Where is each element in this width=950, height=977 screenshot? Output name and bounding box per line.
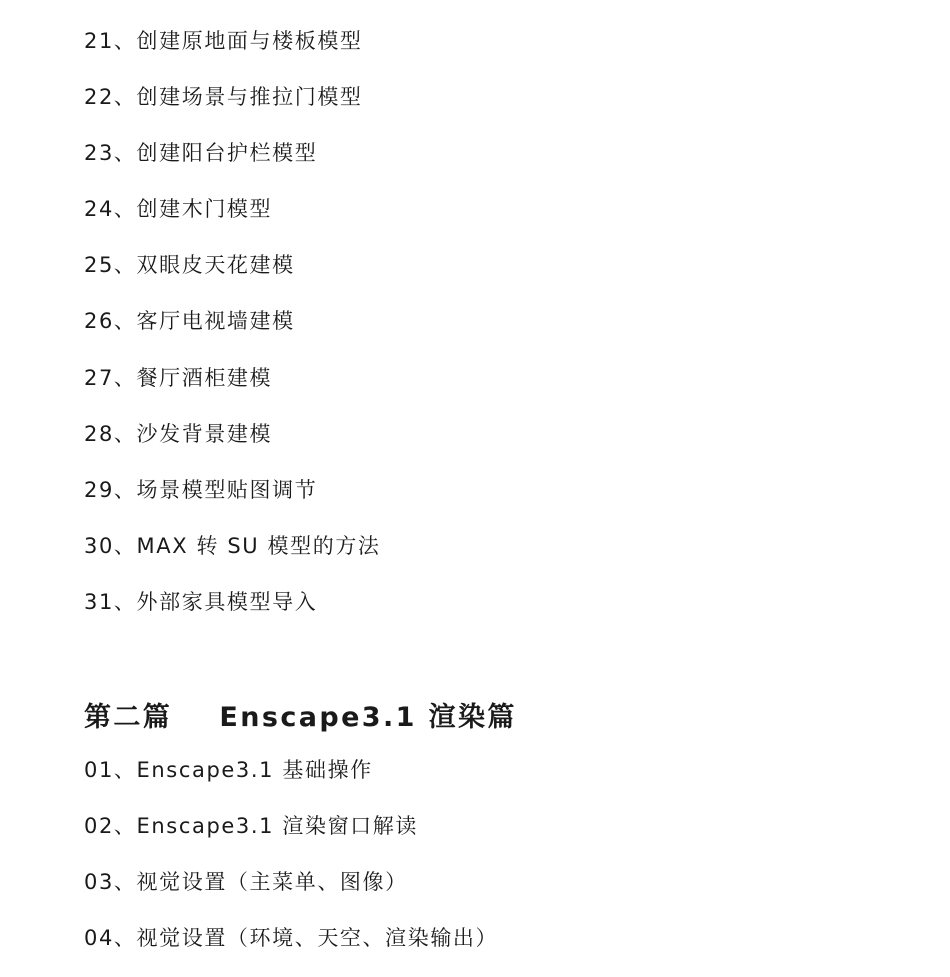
section-heading: 第二篇 Enscape3.1 渲染篇 — [84, 702, 517, 733]
list-item: 29、场景模型贴图调节 — [84, 477, 318, 502]
list-item: 23、创建阳台护栏模型 — [84, 141, 318, 166]
list-item: 31、外部家具模型导入 — [84, 589, 318, 614]
list-item: 02、Enscape3.1 渲染窗口解读 — [84, 814, 418, 839]
chapter-list-part1 — [84, 24, 381, 641]
list-item: 27、餐厅酒柜建模 — [84, 365, 273, 390]
chapter-list-part2 — [84, 753, 498, 977]
list-item: 24、创建木门模型 — [84, 197, 273, 222]
list-item: 26、客厅电视墙建模 — [84, 309, 295, 334]
list-item: 22、创建场景与推拉门模型 — [84, 85, 363, 110]
list-item: 01、Enscape3.1 基础操作 — [84, 758, 373, 782]
list-item: 21、创建原地面与楼板模型 — [84, 29, 363, 53]
list-item: 30、MAX 转 SU 模型的方法 — [84, 533, 381, 558]
list-item: 03、视觉设置（主菜单、图像） — [84, 870, 408, 895]
list-item: 04、视觉设置（环境、天空、渲染输出） — [84, 926, 499, 951]
list-item: 25、双眼皮天花建模 — [84, 253, 295, 278]
list-item: 28、沙发背景建模 — [84, 421, 273, 446]
